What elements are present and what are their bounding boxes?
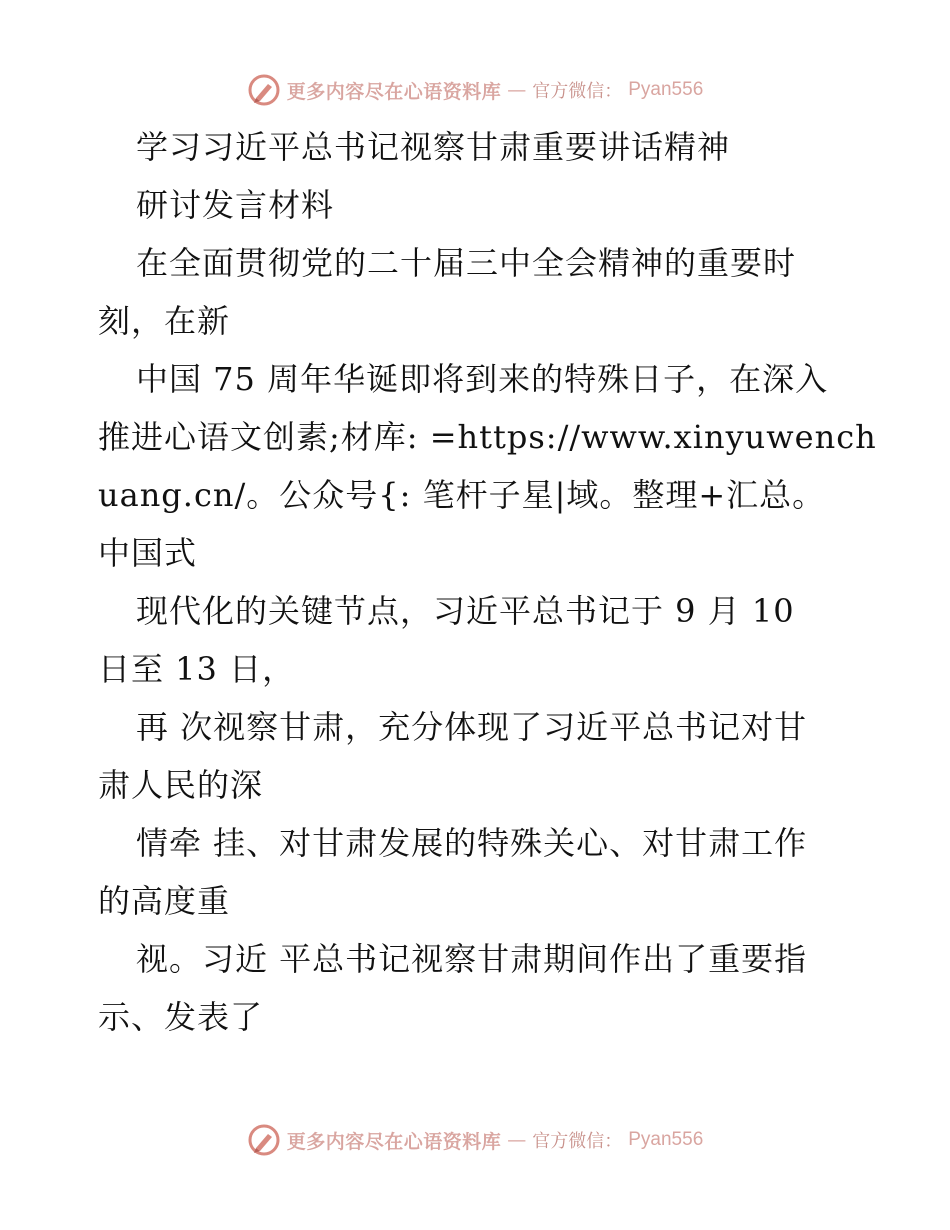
doc-paragraph-line: 示、发表了 (98, 998, 264, 1036)
doc-paragraph-line: 日至 13 日， (98, 650, 296, 688)
doc-paragraph-line: 刻，在新 (98, 302, 231, 340)
doc-paragraph-line: 的高度重 (98, 882, 231, 920)
header-dash: — (507, 79, 527, 101)
header-official-label: 官方微信： (532, 81, 623, 102)
footer-site-text: 更多内容尽在心语资料库 (286, 1130, 502, 1153)
doc-paragraph-line: 现代化的关键节点，习近平总书记于 9 月 10 (136, 592, 795, 630)
footer-watermark-banner (0, 1120, 950, 1160)
header-wechat-id: Pyan556 (628, 79, 704, 100)
footer-official-label: 官方微信： (532, 1131, 623, 1152)
doc-paragraph-line: 中国式 (98, 534, 198, 572)
footer-dash: — (507, 1129, 527, 1151)
doc-title-line-2: 研讨发言材料 (136, 186, 335, 224)
doc-paragraph-line: 情牵 挂、对甘肃发展的特殊关心、对甘肃工作 (136, 824, 808, 862)
footer-wechat-id: Pyan556 (628, 1129, 704, 1150)
header-watermark-banner (0, 70, 950, 110)
doc-paragraph-line: 在全面贯彻党的二十届三中全会精神的重要时 (136, 244, 797, 282)
document-body (98, 118, 877, 1046)
doc-paragraph-line: 中国 75 周年华诞即将到来的特殊日子，在深入 (136, 360, 829, 398)
doc-title-line-1: 学习习近平总书记视察甘肃重要讲话精神 (136, 128, 731, 166)
doc-paragraph-line: 视。习近 平总书记视察甘肃期间作出了重要指 (136, 940, 808, 978)
pen-logo-icon (247, 73, 281, 107)
header-site-text: 更多内容尽在心语资料库 (286, 80, 502, 103)
doc-paragraph-line: 推进心语文创素;材库: =https://www.xinyuwench (98, 418, 877, 456)
doc-paragraph-line: uang.cn/。公众号{: 笔杆子星|域。整理+汇总。 (98, 476, 826, 514)
pen-logo-icon (247, 1123, 281, 1157)
doc-paragraph-line: 肃人民的深 (98, 766, 264, 804)
doc-paragraph-line: 再 次视察甘肃，充分体现了习近平总书记对甘 (136, 708, 808, 746)
